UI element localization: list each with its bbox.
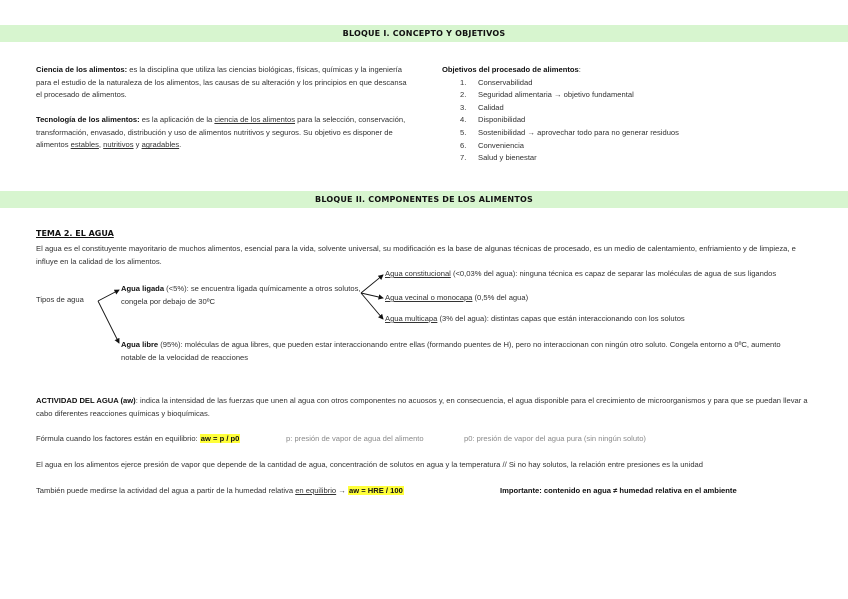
formula-p0-definition: p0: presión de vapor del agua pura (sin ningún soluto) xyxy=(464,434,646,443)
objetivo-number: 1. xyxy=(460,77,467,87)
objetivo-text: Conservabilidad xyxy=(478,77,533,87)
objetivo-number: 2. xyxy=(460,90,467,100)
agua-multicapa-name: Agua multicapa xyxy=(385,314,438,323)
objetivo-number: 3. xyxy=(460,102,467,112)
humedad-intro: También puede medirse la actividad del agua a partir de la humedad relativa xyxy=(36,486,296,495)
separator: , xyxy=(98,140,104,150)
period: . xyxy=(179,140,182,150)
formula-p-definition: p: presión de vapor de agua del alimento xyxy=(286,434,424,443)
separator: y xyxy=(133,140,142,150)
agua-ligada-text: (<5%): se encuentra ligada químicamente a otros solutos, congela por debajo de 30ºC xyxy=(121,284,361,306)
objetivo-number: 7. xyxy=(460,153,467,163)
humedad-formula-highlight: aw = HRE / 100 xyxy=(348,486,403,495)
tecnologia-label: Tecnología de los alimentos: xyxy=(36,115,140,124)
actividad-agua-label: ACTIVIDAD DEL AGUA (aw) xyxy=(36,396,136,405)
word-estables: estables xyxy=(70,140,99,150)
humedad-line xyxy=(36,485,404,498)
agua-constitucional-name: Agua constitucional xyxy=(385,269,451,278)
agua-ligada-name: Agua ligada xyxy=(121,284,165,293)
actividad-agua-text: : indica la intensidad de las fuerzas que unen al agua con otros componentes no acuosos y, en consecuencia, el agua disponible para el crecimiento de microorganismos y para que se puedan llevar a cabo diferentes reacciones químicas y bioquímicas. xyxy=(36,396,808,418)
formula-highlight: aw = p / p0 xyxy=(200,434,240,443)
agua-constitucional-text: (<0,03% del agua): ninguna técnica es capaz de separar las moléculas de agua de sus ligandos xyxy=(450,269,777,278)
arrow-glyph: → xyxy=(336,486,348,495)
en-equilibrio-text: en equilibrio xyxy=(295,486,337,495)
ciencia-text: es la disciplina que utiliza las ciencias biológicas, físicas, químicas y la ingeniería para el estudio de la naturaleza de los alimentos, las causas de su alteración y los principios en que descansa el procesado de alimentos. xyxy=(36,65,407,100)
agua-intro: El agua es el constituyente mayoritario de muchos alimentos, esencial para la vida, solvente universal, su modificación es la base de algunas técnicas de procesado, es un medio de calentamiento, enfriamiento y de limpieza, e influye en la calidad de los alimentos. xyxy=(36,244,796,266)
objetivos-title-text: Objetivos del procesado de alimentos xyxy=(442,65,579,74)
section-header-bloque-1: BLOQUE I. CONCEPTO Y OBJETIVOS xyxy=(0,25,848,42)
agua-libre-name: Agua libre xyxy=(121,340,159,349)
objetivo-number: 5. xyxy=(460,127,467,137)
tema-2-heading: TEMA 2. EL AGUA xyxy=(36,229,114,238)
tecnologia-pre: es la aplicación de la xyxy=(139,115,215,124)
arrow-to-ligada xyxy=(98,290,119,301)
tecnologia-mid: para la selección, conservación, transformación, envasado, distribución y uso de alimentos nutritivos y seguros. Su objetivo es disponer de alimentos xyxy=(36,115,406,150)
presion-vapor-paragraph: El agua en los alimentos ejerce presión de vapor que depende de la cantidad de agua, concentración de solutos en agua y la temperatura // Si no hay solutos, la relación entre presiones es la unidad xyxy=(36,460,704,469)
objetivo-number: 6. xyxy=(460,140,467,150)
objetivo-text: Salud y bienestar xyxy=(478,153,537,163)
arrow-to-constitucional xyxy=(361,275,383,293)
objetivo-number: 4. xyxy=(460,115,467,125)
importante-text: Importante: contenido en agua ≠ humedad relativa en el ambiente xyxy=(500,486,737,495)
objetivo-text: Sostenibilidad → aprovechar todo para no generar residuos xyxy=(478,127,679,137)
actividad-agua-paragraph xyxy=(36,395,816,420)
word-nutritivos: nutritivos xyxy=(103,140,134,150)
tipos-agua-label: Tipos de agua xyxy=(36,295,84,304)
agua-multicapa-text: (3% del agua): distintas capas que están interaccionando con los solutos xyxy=(437,314,685,323)
importante-note xyxy=(500,485,737,498)
agua-libre-text: (95%): moléculas de agua libres, que pueden estar interaccionando entre ellas (formando puentes de H), pero no interaccionan con ningún otro soluto. Congela entorno a 0ºC, aumento notable de la velocidad de reacciones xyxy=(121,340,781,362)
formula-intro: Fórmula cuando los factores están en equilibrio: xyxy=(36,434,200,443)
ciencia-link-text: ciencia de los alimentos xyxy=(214,115,296,124)
agua-vecinal-text: (0,5% del agua) xyxy=(472,293,529,302)
objetivo-text: Conveniencia xyxy=(478,140,525,150)
section-header-bloque-2: BLOQUE II. COMPONENTES DE LOS ALIMENTOS xyxy=(0,191,848,208)
objetivo-text: Disponibilidad xyxy=(478,115,526,125)
formula-line xyxy=(36,433,240,446)
word-agradables: agradables xyxy=(141,140,180,150)
agua-vecinal-name: Agua vecinal o monocapa xyxy=(385,293,473,302)
colon: : xyxy=(578,65,581,74)
ciencia-label: Ciencia de los alimentos: xyxy=(36,65,128,74)
arrow-to-libre xyxy=(98,301,119,343)
objetivo-text: Calidad xyxy=(478,102,504,112)
objetivo-text: Seguridad alimentaria → objetivo fundamental xyxy=(478,90,634,100)
